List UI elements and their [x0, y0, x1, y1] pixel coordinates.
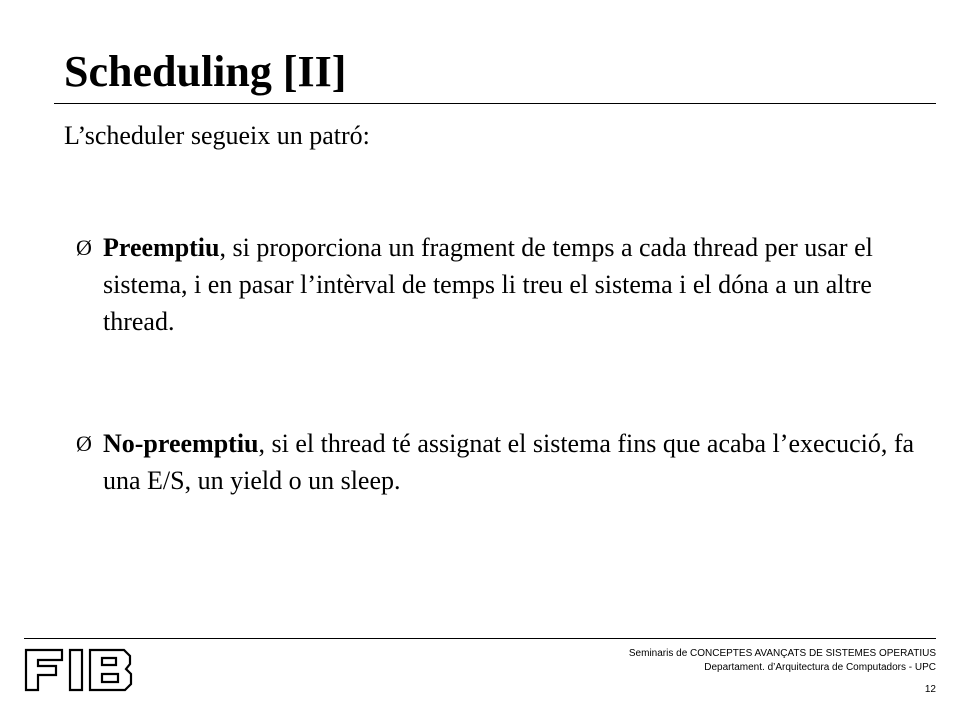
page-number: 12	[924, 684, 936, 695]
bullet-preemptiu	[76, 229, 926, 340]
fib-logo	[24, 648, 134, 692]
bullet-description: , si proporciona un fragment de temps a cada thread per usar el sistema, i en pasar l’intèrval de temps li treu el sistema i el dóna a un altre thread.	[103, 233, 873, 336]
title-divider	[54, 103, 936, 104]
bullet-no-preemptiu	[76, 425, 926, 499]
arrow-bullet-icon: Ø	[76, 235, 92, 260]
bullet-description: , si el thread té assignat el sistema fins que acaba l’execució, fa una E/S, un yield o un sleep.	[103, 429, 915, 495]
bullet-text	[103, 229, 926, 340]
footer-course-name: Seminaris de CONCEPTES AVANÇATS DE SISTEMES OPERATIUS	[628, 648, 936, 659]
bullet-term: Preemptiu	[103, 233, 220, 262]
footer-department: Departament. d’Arquitectura de Computadors - UPC	[704, 662, 936, 673]
intro-text: L’scheduler segueix un patró:	[64, 121, 370, 150]
footer-divider	[24, 638, 936, 639]
bullet-term: No-preemptiu	[103, 429, 259, 458]
arrow-bullet-icon: Ø	[76, 431, 92, 456]
footer-credits	[629, 647, 936, 675]
slide-title: Scheduling [II]	[64, 47, 347, 96]
bullet-text	[103, 425, 926, 499]
